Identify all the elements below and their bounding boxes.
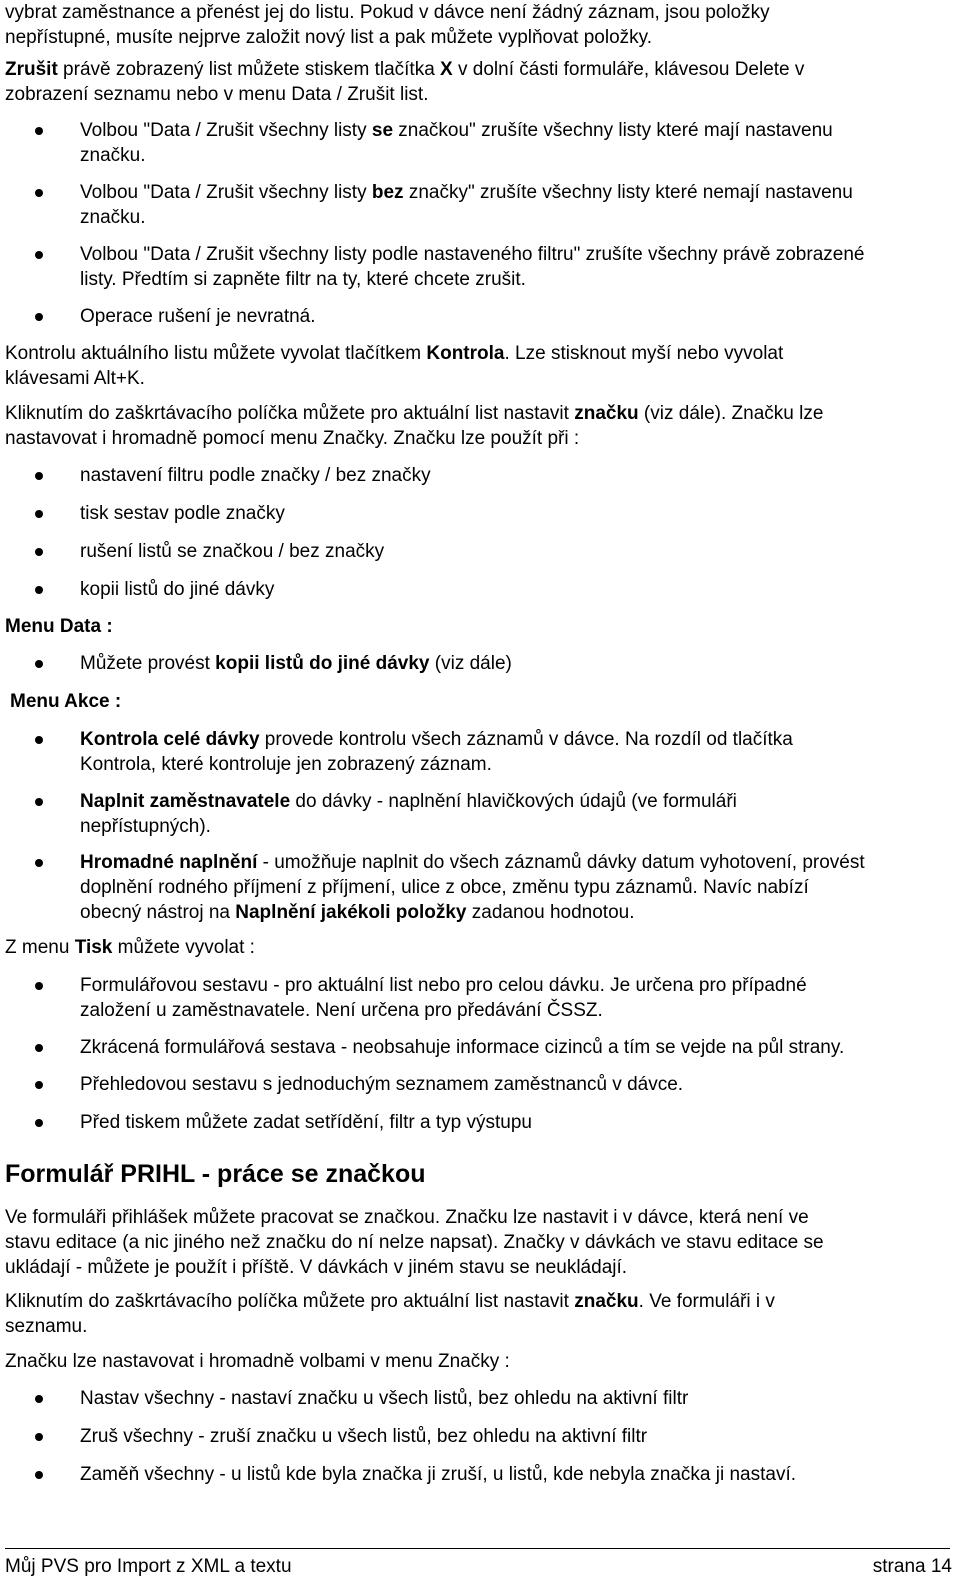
list-item [80,118,950,168]
text-line: nastavovat i hromadně pomocí menu Značky. Značku lze použít při : [5,428,580,449]
text-run: zadanou hodnotou. [466,902,635,923]
footer-divider [5,1548,950,1549]
text-run: Kontrolu aktuálního listu můžete vyvolat tlačítkem [5,343,427,364]
intro-paragraph [5,0,945,50]
list-item: Zaměň všechny - u listů kde byla značka ji zruší, u listů, kde nebyla značka ji nastaví. [80,1464,796,1485]
bullet-dot [35,510,43,518]
text-line: Ve formuláři přihlášek můžete pracovat se značkou. Značku lze nastavit i v dávce, která není ve [5,1207,809,1228]
list-item: Přehledovou sestavu s jednoduchým seznamem zaměstnanců v dávce. [80,1074,684,1095]
text-line: nepřístupné, musíte nejprve založit nový list a pak můžete vyplňovat položky. [5,27,653,48]
list-item: Nastav všechny - nastaví značku u všech listů, bez ohledu na aktivní filtr [80,1388,689,1409]
section-paragraph: Značku lze nastavovat i hromadně volbami v menu Značky : [5,1351,510,1372]
text-line: stavu editace (a nic jiného než značku do ní nelze napsat). Značky v dávkách ve stavu editace se [5,1232,824,1253]
section-heading: Formulář PRIHL - práce se značkou [5,1160,426,1188]
text-run: . Lze stisknout myší nebo vyvolat [504,343,784,364]
delete-paragraph [5,57,945,107]
list-item: kopii listů do jiné dávky [80,579,275,600]
text-line: značku. [80,207,146,228]
text-run: obecný nástroj na [80,902,236,923]
text-run: Kliknutím do zaškrtávacího políčka můžete pro aktuální list nastavit [5,1291,575,1312]
text-run: Volbou "Data / Zrušit všechny listy [80,182,372,203]
bullet-dot [35,736,43,744]
text-run: značky" zrušíte všechny listy které nemají nastavenu [403,182,853,203]
bullet-dot [35,1081,43,1089]
bold-term: Kontrola [426,343,505,364]
list-item [80,651,950,676]
list-item: nastavení filtru podle značky / bez značky [80,465,431,486]
section-paragraph [5,1205,945,1280]
list-item: Před tiskem můžete zadat setřídění, filtr a typ výstupu [80,1112,532,1133]
bold-term: Naplnění jakékoli položky [235,902,467,923]
text-line: doplnění rodného příjmení z příjmení, ulice z obce, změnu typu záznamů. Navíc nabízí [80,877,809,898]
text-run: (viz dále) [429,653,512,674]
text-line: Volbou "Data / Zrušit všechny listy podle nastaveného filtru" zrušíte všechny právě zobrazené [80,244,865,265]
bullet-dot [35,1395,43,1403]
bullet-dot [35,1044,43,1052]
menu-akce-heading: Menu Akce : [10,691,122,712]
bullet-dot [35,859,43,867]
bold-term: X [440,59,453,80]
bold-term: značku [574,1291,639,1312]
list-item [80,304,950,329]
list-item: rušení listů se značkou / bez značky [80,541,385,562]
bullet-dot [35,1471,43,1479]
page-number: strana 14 [872,1556,952,1577]
text-line: založení u zaměstnavatele. Není určena pro předávání ČSSZ. [80,1000,603,1021]
bullet-dot [35,313,43,321]
text-run: do dávky - naplnění hlavičkových údajů (ve formuláři [290,791,737,812]
bullet-dot [35,660,43,668]
list-item [80,973,950,1023]
kontrola-paragraph [5,341,945,391]
text-line: Operace rušení je nevratná. [80,306,316,327]
text-line: značku. [80,145,146,166]
text-line: Formulářovou sestavu - pro aktuální list nebo pro celou dávku. Je určena pro případné [80,975,807,996]
footer-title: Můj PVS pro Import z XML a textu [5,1556,292,1577]
bold-term: Naplnit zaměstnavatele [80,791,291,812]
bold-term: Tisk [74,937,113,958]
text-run: v dolní části formuláře, klávesou Delete v [452,59,805,80]
bullet-dot [35,982,43,990]
list-item [80,180,950,230]
text-run: můžete vyvolat : [112,937,255,958]
menu-tisk-intro [5,935,945,960]
text-run: značkou" zrušíte všechny listy které mají nastavenu [393,120,833,141]
text-line: vybrat zaměstnance a přenést jej do listu. Pokud v dávce není žádný záznam, jsou položky [5,2,770,23]
text-line: ukládají - můžete je použít i příště. V dávkách v jiném stavu se neukládají. [5,1257,628,1278]
bullet-dot [35,586,43,594]
text-run: Volbou "Data / Zrušit všechny listy [80,120,372,141]
text-run: Z menu [5,937,75,958]
text-line: zobrazení seznamu nebo v menu Data / Zrušit list. [5,84,429,105]
bullet-dot [35,548,43,556]
bold-term: kopii listů do jiné dávky [215,653,430,674]
bullet-dot [35,127,43,135]
text-run: právě zobrazený list můžete stiskem tlačítka [57,59,441,80]
bullet-dot [35,798,43,806]
bold-term: Kontrola celé dávky [80,729,260,750]
section-paragraph [5,1289,945,1339]
znacka-paragraph [5,401,945,451]
text-run: Můžete provést [80,653,216,674]
list-item: tisk sestav podle značky [80,503,285,524]
text-run: Kliknutím do zaškrtávacího políčka můžete pro aktuální list nastavit [5,403,575,424]
bullet-dot [35,472,43,480]
bullet-dot [35,251,43,259]
text-line: klávesami Alt+K. [5,368,145,389]
list-item: Zruš všechny - zruší značku u všech listů, bez ohledu na aktivní filtr [80,1426,648,1447]
bold-term: se [371,120,394,141]
list-item [80,850,950,925]
text-line: listy. Předtím si zapněte filtr na ty, které chcete zrušit. [80,269,526,290]
text-line: Kontrola, které kontroluje jen zobrazený záznam. [80,754,492,775]
text-line: nepřístupných). [80,816,211,837]
bold-term: bez [371,182,404,203]
text-run: . Ve formuláři i v [638,1291,775,1312]
list-item: Zkrácená formulářová sestava - neobsahuje informace cizinců a tím se vejde na půl strany. [80,1037,845,1058]
bold-term: Hromadné naplnění [80,852,258,873]
text-run: - umožňuje naplnit do všech záznamů dávky datum vyhotovení, provést [257,852,865,873]
bullet-dot [35,1433,43,1441]
bold-term: značku [574,403,639,424]
text-line: seznamu. [5,1316,88,1337]
list-item [80,242,950,292]
bold-term: Zrušit [5,59,58,80]
menu-data-heading: Menu Data : [5,616,113,637]
text-run: (viz dále). Značku lze [638,403,824,424]
bullet-dot [35,1119,43,1127]
list-item [80,727,950,777]
bullet-dot [35,189,43,197]
text-run: provede kontrolu všech záznamů v dávce. Na rozdíl od tlačítka [259,729,793,750]
list-item [80,789,950,839]
